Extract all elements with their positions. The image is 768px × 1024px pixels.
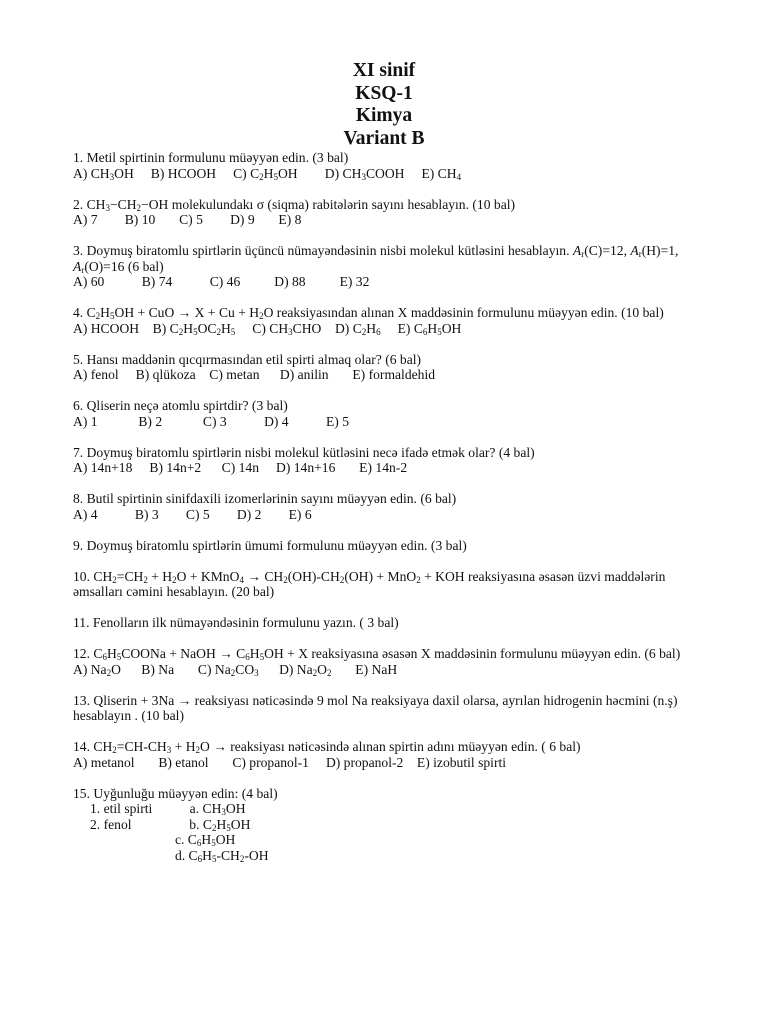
answer-options: A) 1 B) 2 C) 3 D) 4 E) 5 xyxy=(73,413,350,429)
question-text: 14. $CH_2=CH-CH_3 + H_2O$ → reaksiyası nəticəsində alınan spirtin adını müəyyən edin. ( 6 bal) xyxy=(73,739,581,755)
question-text: 11. Fenolların ilk nümayəndəsinin formulunu yazın. ( 3 bal) xyxy=(73,615,399,630)
question-text: 1. Metil spirtinin formulunu müəyyən edin. (3 bal) xyxy=(73,150,349,165)
question-text: 6. Qliserin neçə atomlu spirtdir? (3 bal) xyxy=(73,398,288,413)
matching-row: 2. fenol b. $C_2H_5OH$ xyxy=(73,816,251,833)
test-title: KSQ-1 xyxy=(355,82,413,104)
question-7 xyxy=(73,445,698,476)
question-8 xyxy=(73,491,698,522)
question-text: 8. Butil spirtinin sinifdaxili izomerlərinin sayını müəyyən edin. (6 bal) xyxy=(73,491,457,506)
question-11 xyxy=(73,615,698,631)
question-text: 5. Hansı maddənin qıcqırmasından etil spirti almaq olar? (6 bal) xyxy=(73,351,422,367)
answer-options: A) 14n+18 B) 14n+2 C) 14n D) 14n+16 E) 14n-2 xyxy=(73,460,408,475)
question-text: 2. $CH_3-CH_2-OH$ molekulundakı σ (siqma) rabitələrin sayını hesablayın. (10 bal) xyxy=(73,196,516,213)
question-text: 4. $C_2H_5OH$ + CuO → $X + Cu + H_2O$ reaksiyasından alınan X maddəsinin formulunu müəyyən edin. (10 bal) xyxy=(73,305,664,321)
question-10 xyxy=(73,569,698,600)
matching-row: d. $C_6H_5-CH_2-OH$ xyxy=(73,847,269,864)
matching-row: 1. etil spirti a. $CH_3OH$ xyxy=(73,801,246,817)
question-6 xyxy=(73,398,698,429)
answer-options: A) $Na_2O$ B) Na C) $Na_2CO_3$ D) $Na_2O_2$ E) NaH xyxy=(73,661,398,678)
question-14 xyxy=(73,739,698,770)
question-15 xyxy=(73,786,698,864)
class-title: XI sinif xyxy=(352,60,416,81)
question-9 xyxy=(73,538,698,554)
question-12 xyxy=(73,646,698,677)
answer-options: A) 60 B) 74 C) 46 D) 88 E) 32 xyxy=(73,274,370,289)
answer-options: A) metanol B) etanol C) propanol-1 D) propanol-2 E) izobutil spirti xyxy=(73,754,507,770)
question-4 xyxy=(73,305,698,336)
answer-options: A) $CH_3OH$ B) HCOOH C) $C_2H_5OH$ D) $CH_3COOH$ E) $CH_4$ xyxy=(73,165,462,182)
matching-row: c. $C_6H_5OH$ xyxy=(73,832,236,848)
subject-title: Kimya xyxy=(355,105,413,126)
question-text: 12. $C_6H_5COONa$ + NaOH → $C_6H_5OH + X$ reaksiyasına əsasən X maddəsinin formulunu müəyyən edin. (6 bal) xyxy=(73,646,681,662)
question-2 xyxy=(73,197,698,228)
question-text: 3. Doymuş biratomlu spirtlərin üçüncü nümayəndəsinin nisbi molekul kütləsini hesablayın. $A_r(C)=12$, $A_r(H)=1$, $A_r(O)=16$ (6 bal) xyxy=(73,243,679,275)
document-header xyxy=(0,60,768,150)
answer-options: A) 7 B) 10 C) 5 D) 9 E) 8 xyxy=(73,212,302,227)
answer-options: A) fenol B) qlükoza C) metan D) anilin E) formaldehid xyxy=(73,367,436,382)
question-text: 9. Doymuş biratomlu spirtlərin ümumi formulunu müəyyən edin. (3 bal) xyxy=(73,537,467,553)
answer-options: A) HCOOH B) $C_2H_5OC_2H_5$ C) $CH_3CHO$ D) $C_2H_6$ E) $C_6H_5OH$ xyxy=(73,320,462,337)
question-text: 7. Doymuş biratomlu spirtlərin nisbi molekul kütləsini necə ifadə etmək olar? (4 bal) xyxy=(73,444,535,460)
answer-options: A) 4 B) 3 C) 5 D) 2 E) 6 xyxy=(73,506,312,522)
question-text: 10. $CH_2=CH_2 + H_2O$ + KMnO$_4$ → $CH_2(OH)-CH_2(OH) + MnO_2$ + KOH reaksiyasına əsasən üzvi maddələrin əmsalları cəmini hesablayın. (20 bal) xyxy=(73,568,666,599)
variant-title: Variant B xyxy=(343,127,425,149)
question-5 xyxy=(73,352,698,383)
question-text: 13. Qliserin + 3Na → reaksiyası nəticəsində 9 mol Na reaksiyaya daxil olarsa, ayrılan hidrogenin həcmini (n.ş) hesablayın . (10 bal) xyxy=(73,692,678,723)
question-13 xyxy=(73,693,698,724)
question-text: 15. Uyğunluğu müəyyən edin: (4 bal) xyxy=(73,785,278,801)
question-1 xyxy=(73,150,698,181)
question-list xyxy=(73,150,698,879)
question-3 xyxy=(73,243,698,290)
